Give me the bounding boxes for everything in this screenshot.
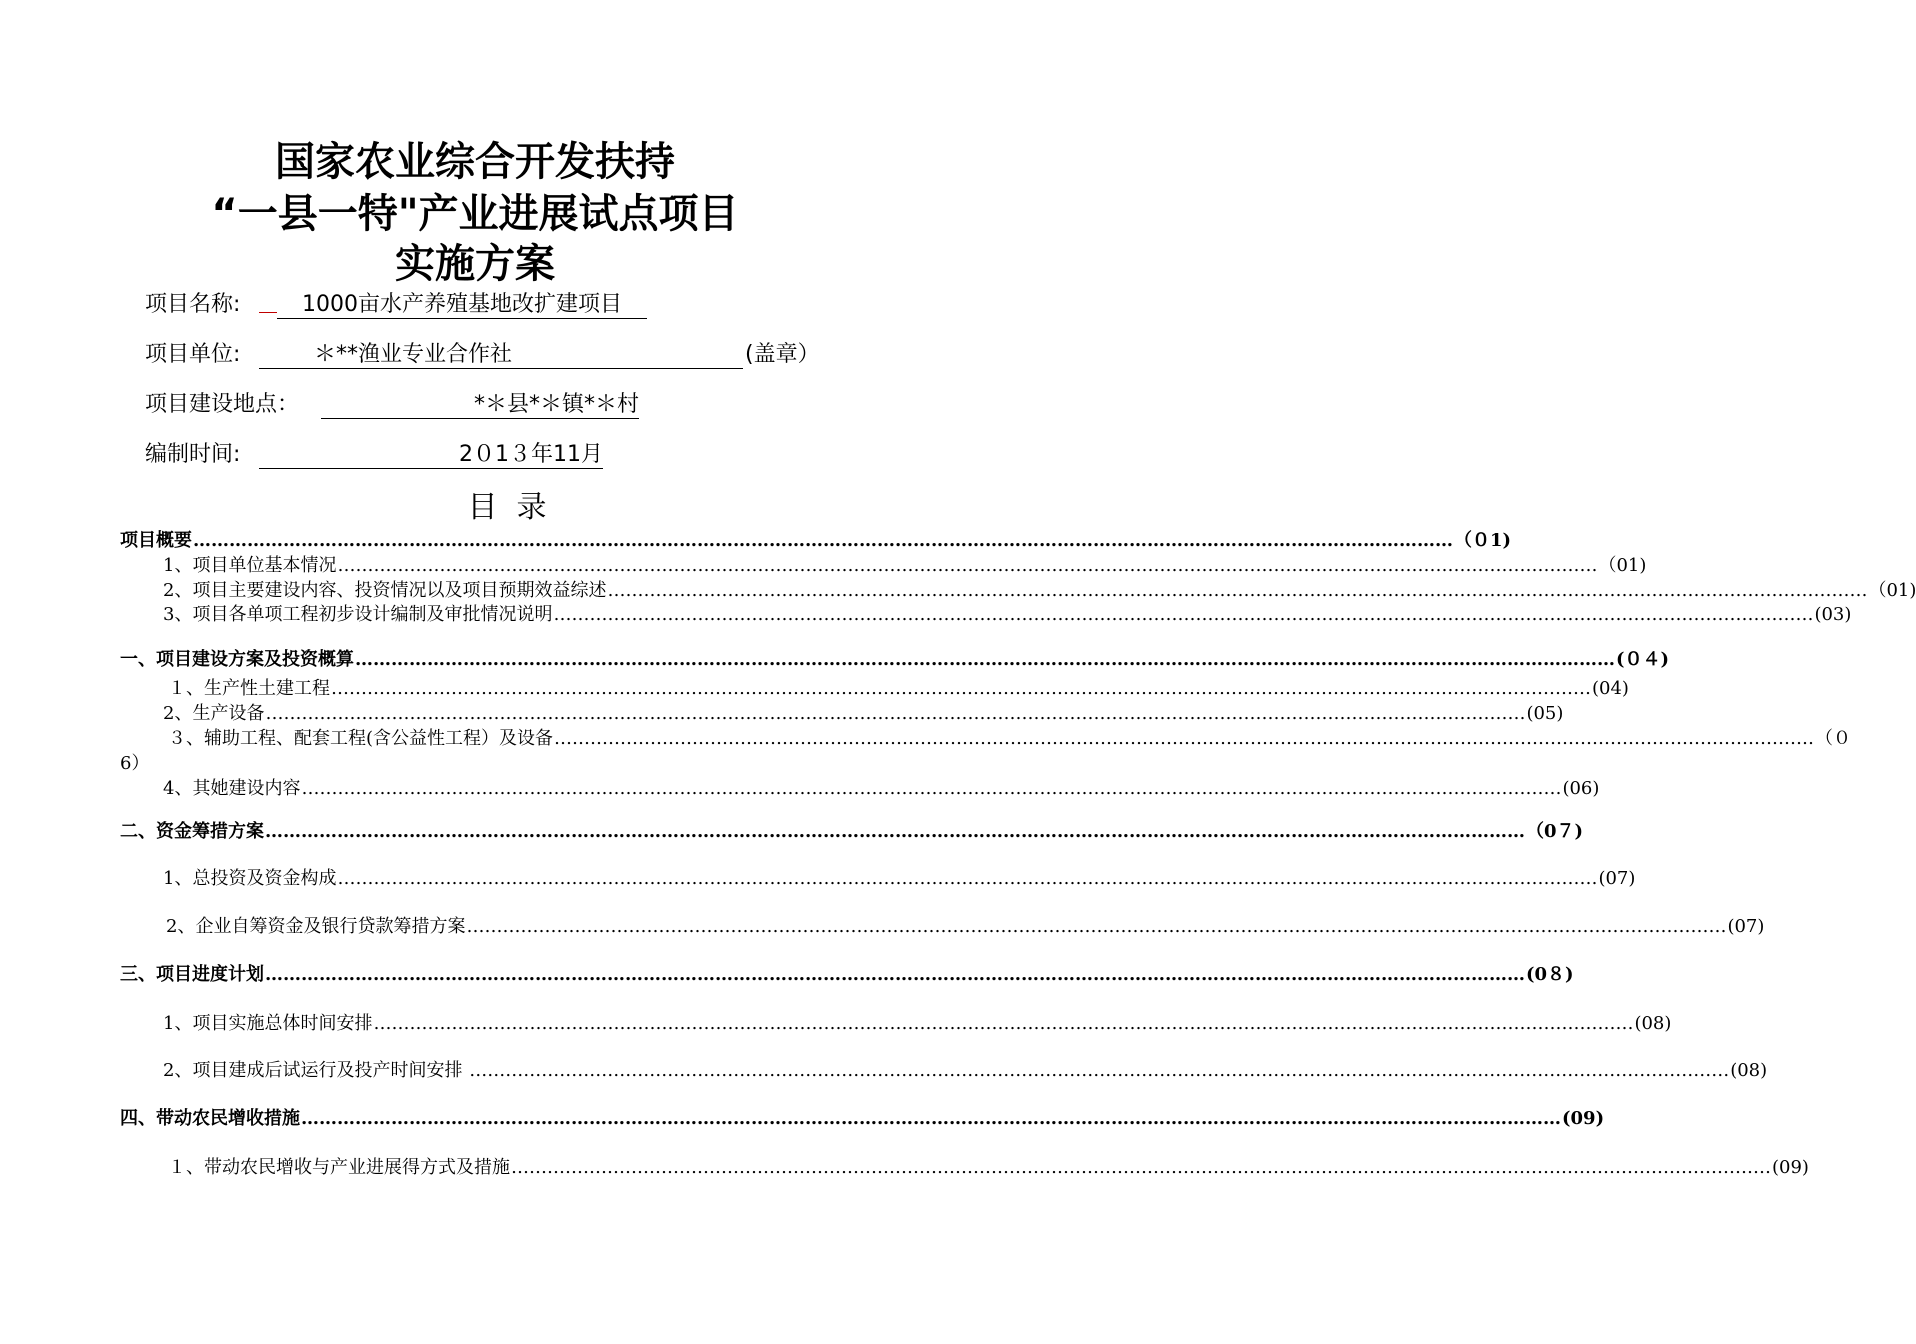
project-unit-value: ＊**渔业专业合作社 bbox=[259, 337, 743, 369]
project-unit-label: 项目单位: bbox=[145, 342, 241, 367]
toc-item-page: (07) bbox=[1727, 916, 1765, 937]
toc-item-page: （01) bbox=[1868, 580, 1916, 601]
toc-heading: 目 录 bbox=[467, 490, 547, 525]
date-label: 编制时间: bbox=[145, 442, 241, 467]
toc-item-label: 2、生产设备 bbox=[163, 703, 265, 724]
toc-item-label: 1、总投资及资金构成 bbox=[163, 868, 337, 889]
toc-leader: ………………………………………………………………………………………………………………………………………………………………………………………… bbox=[553, 604, 1814, 625]
toc-item bbox=[163, 1009, 1672, 1035]
project-unit-field bbox=[145, 337, 845, 371]
toc-item bbox=[163, 864, 1636, 890]
project-name-field bbox=[145, 287, 845, 321]
toc-item-label: 2、企业自筹资金及银行贷款筹措方案 bbox=[166, 916, 466, 937]
location-field bbox=[145, 387, 845, 421]
toc-leader: ………………………………………………………………………………………………………………………………………………………………………………………… bbox=[337, 555, 1598, 576]
title-line-3: 实施方案 bbox=[395, 241, 555, 287]
toc-item-page: (03) bbox=[1814, 604, 1852, 625]
toc-item-page: (０４) bbox=[1616, 649, 1670, 670]
toc-item-label: 4、其她建设内容 bbox=[163, 778, 301, 799]
toc-item-label: 项目概要 bbox=[120, 530, 192, 551]
toc-item bbox=[168, 724, 1852, 750]
toc-leader: ………………………………………………………………………………………………………………………………………………………………………………………… bbox=[337, 868, 1598, 889]
toc-item-label: １、带动农民增收与产业进展得方式及措施 bbox=[168, 1157, 510, 1178]
toc-leader: ………………………………………………………………………………………………………………………………………………………………………………………… bbox=[301, 1108, 1561, 1129]
toc-item-label: 3、项目各单项工程初步设计编制及审批情况说明 bbox=[163, 604, 553, 625]
toc-item-page: (09) bbox=[1772, 1157, 1809, 1178]
toc-leader: ………………………………………………………………………………………………………………………………………………………………………………………… bbox=[265, 821, 1525, 842]
toc-leader: ………………………………………………………………………………………………………………………………………………………………………………………… bbox=[607, 580, 1868, 601]
toc-item bbox=[120, 960, 1574, 986]
toc-item-label: 1、项目单位基本情况 bbox=[163, 555, 337, 576]
toc-item bbox=[163, 551, 1647, 577]
title-line-1: 国家农业综合开发扶持 bbox=[275, 139, 675, 185]
date-value: 2０1３年11月 bbox=[259, 437, 603, 469]
toc-item-label: 一、项目建设方案及投资概算 bbox=[120, 649, 354, 670]
toc-item-label: 2、项目主要建设内容、投资情况以及项目预期效益综述 bbox=[163, 580, 607, 601]
toc-item-page: (08) bbox=[1634, 1013, 1672, 1034]
toc-leader: ………………………………………………………………………………………………………………………………………………………………………………………… bbox=[469, 1060, 1730, 1081]
toc-leader: ………………………………………………………………………………………………………………………………………………………………………………………… bbox=[466, 916, 1727, 937]
toc-item-page: (08) bbox=[1730, 1060, 1768, 1081]
toc-item bbox=[163, 699, 1564, 725]
toc-item-label: 2、项目建成后试运行及投产时间安排 bbox=[163, 1060, 469, 1081]
toc-item bbox=[163, 774, 1600, 800]
toc-item-page-continued: 6） bbox=[120, 753, 150, 774]
toc-item bbox=[120, 1104, 1605, 1130]
toc-leader: ………………………………………………………………………………………………………………………………………………………………………………………… bbox=[193, 530, 1453, 551]
toc-item-page: (06) bbox=[1562, 778, 1600, 799]
toc-item bbox=[168, 1153, 1809, 1179]
date-field bbox=[145, 437, 845, 471]
location-value: *＊县*＊镇*＊村 bbox=[321, 387, 639, 419]
title-line-2: “一县一特"产业进展试点项目 bbox=[211, 191, 739, 237]
toc-item-page: （0７) bbox=[1526, 821, 1584, 842]
toc-item bbox=[163, 600, 1852, 626]
toc-item bbox=[163, 576, 1916, 602]
toc-leader: ………………………………………………………………………………………………………………………………………………………………………………………… bbox=[355, 649, 1615, 670]
toc-item bbox=[168, 674, 1629, 700]
toc-item-label: ３、辅助工程、配套工程(含公益性工程）及设备 bbox=[168, 728, 554, 749]
toc-item bbox=[163, 1056, 1768, 1082]
toc-leader: ………………………………………………………………………………………………………………………………………………………………………………………… bbox=[301, 778, 1562, 799]
toc-item-wrap bbox=[120, 749, 149, 775]
toc-item-label: １、生产性土建工程 bbox=[168, 678, 330, 699]
toc-item-page: (07) bbox=[1598, 868, 1636, 889]
toc-leader: ………………………………………………………………………………………………………………………………………………………………………………………… bbox=[265, 964, 1525, 985]
toc-item-page: （０ bbox=[1815, 728, 1852, 749]
toc-item-label: 三、项目进度计划 bbox=[120, 964, 264, 985]
toc-leader: ………………………………………………………………………………………………………………………………………………………………………………………… bbox=[373, 1013, 1634, 1034]
toc-item-page: （01) bbox=[1598, 555, 1647, 576]
toc-item-page: （０1) bbox=[1454, 530, 1512, 551]
toc-item-label: 二、资金筹措方案 bbox=[120, 821, 264, 842]
toc-leader: ………………………………………………………………………………………………………………………………………………………………………………………… bbox=[265, 703, 1526, 724]
seal-note: (盖章） bbox=[745, 342, 820, 367]
toc-leader: ………………………………………………………………………………………………………………………………………………………………………………………… bbox=[511, 1157, 1771, 1178]
toc-leader: ………………………………………………………………………………………………………………………………………………………………………………………… bbox=[331, 678, 1591, 699]
toc-item bbox=[120, 645, 1670, 671]
toc-item bbox=[166, 912, 1765, 938]
toc-item-page: (05) bbox=[1526, 703, 1564, 724]
toc-item-page: (09) bbox=[1562, 1108, 1605, 1129]
toc-item bbox=[120, 526, 1512, 552]
location-label: 项目建设地点： bbox=[145, 392, 300, 417]
toc-leader: ………………………………………………………………………………………………………………………………………………………………………………………… bbox=[554, 728, 1815, 749]
toc-item bbox=[120, 817, 1584, 843]
project-name-label: 项目名称: bbox=[145, 292, 241, 317]
toc-item-label: 四、带动农民增收措施 bbox=[120, 1108, 300, 1129]
toc-item-label: 1、项目实施总体时间安排 bbox=[163, 1013, 373, 1034]
toc-item-page: (0８) bbox=[1526, 964, 1574, 985]
toc-item-page: (04) bbox=[1592, 678, 1629, 699]
project-name-value: 1000亩水产养殖基地改扩建项目 bbox=[277, 287, 647, 319]
